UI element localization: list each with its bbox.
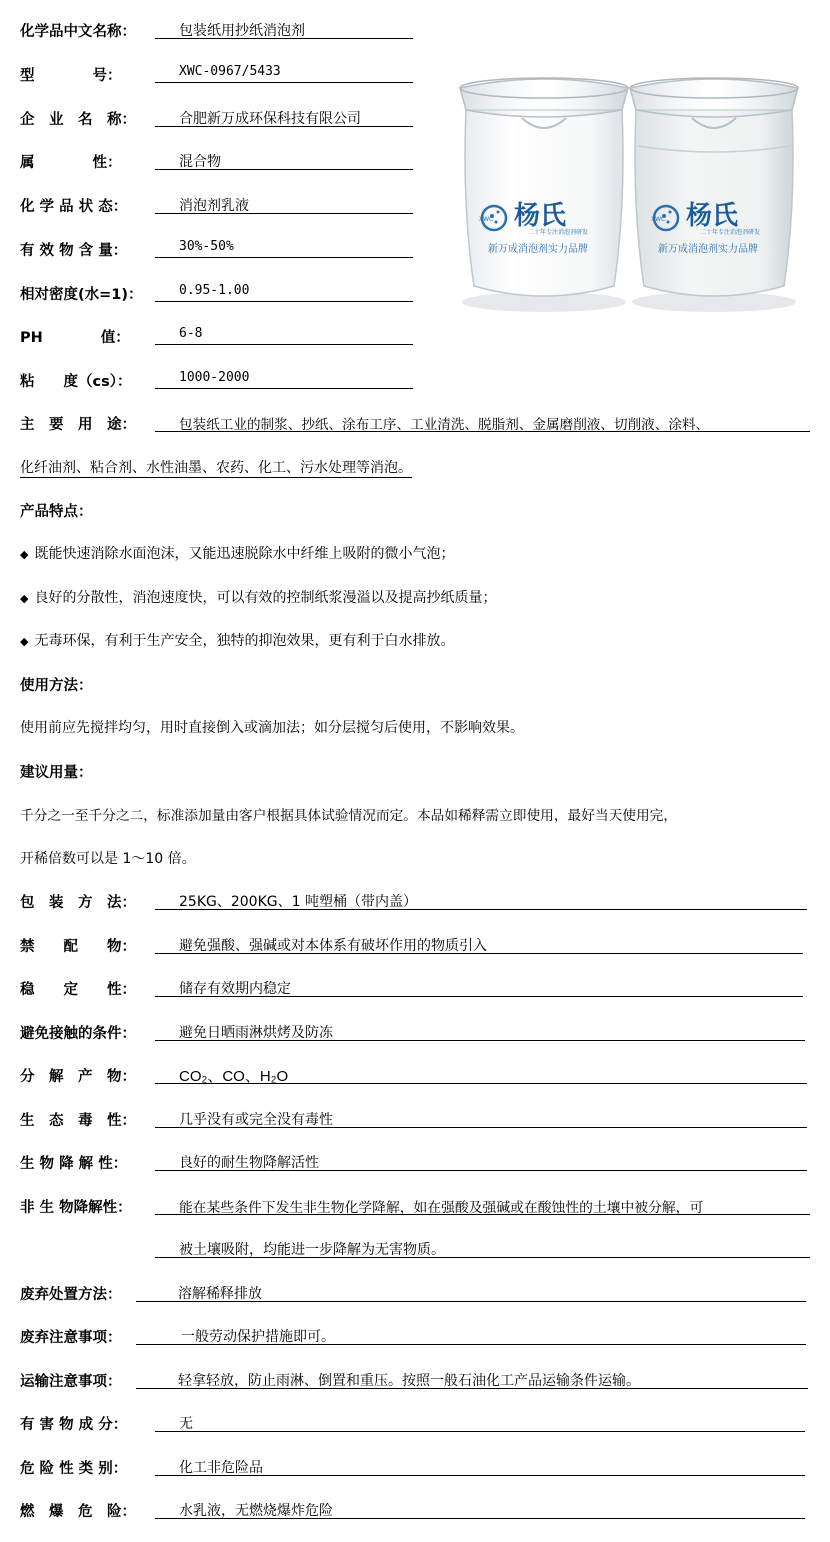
field-value: CO₂、CO、H₂O: [155, 1065, 807, 1084]
field-value: XWC-0967/5433: [155, 64, 413, 83]
field-label: 分 解 产 物：: [20, 1069, 136, 1085]
beaker-left: [460, 78, 628, 296]
field-value: 能在某些条件下发生非生物化学降解，如在强酸及强碱或在酸蚀性的土壤中被分解，可: [155, 1196, 810, 1215]
beaker-right-sub: 二十年专注消泡剂研发: [700, 229, 761, 236]
field-label: 稳 定 性：: [20, 982, 136, 998]
feature-item: [20, 543, 454, 563]
field-value: 避免强酸、强碱或对本体系有破坏作用的物质引入: [155, 935, 803, 954]
field-label: 禁 配 物：: [20, 939, 136, 955]
method-text: 使用前应先搅拌均匀，用时直接倒入或滴加法；如分层搅匀后使用，不影响效果。: [20, 720, 524, 736]
field-label: 生 态 毒 性：: [20, 1113, 136, 1129]
usage-line-2: 化纤油剂、粘合剂、水性油墨、农药、化工、污水处理等消泡。: [20, 457, 412, 478]
field-label: 主 要 用 途：: [20, 417, 136, 433]
beaker-left-brand: 杨氏: [514, 201, 567, 231]
field-value: 25KG、200KG、1 吨塑桶（带内盖）: [155, 891, 807, 910]
field-value: 6-8: [155, 326, 413, 345]
diamond-bullet-icon: ◆: [20, 592, 29, 605]
field-label: 属 性：: [20, 155, 122, 171]
field-label: 相对密度(水=1)：: [20, 287, 143, 303]
field-label: 包 装 方 法：: [20, 895, 136, 911]
product-photo: [452, 66, 804, 318]
field-label: 型 号：: [20, 68, 122, 84]
section-title-dosage: 建议用量：: [20, 765, 93, 781]
beaker-left-sub: 二十年专注消泡剂研发: [528, 229, 589, 236]
field-label: 粘 度（cs）：: [20, 374, 132, 390]
field-row-usage: [20, 413, 810, 439]
field-value: 化工非危险品: [155, 1457, 805, 1476]
beaker-right-brand: 杨氏: [686, 201, 739, 231]
feature-item: [20, 587, 496, 607]
dosage-line-2: 开稀倍数可以是 1～10 倍。: [20, 851, 196, 867]
nonbio-line-2: 被土壤吸附，均能进一步降解为无害物质。: [155, 1239, 810, 1258]
section-title-method: 使用方法：: [20, 678, 93, 694]
field-value: 混合物: [155, 151, 413, 170]
field-value: 包装纸工业的制浆、抄纸、涂布工序、工业清洗、脱脂剂、金属磨削液、切削液、涂料、: [155, 413, 810, 432]
dosage-line-1: 千分之一至千分之二，标准添加量由客户根据具体试验情况而定。本品如稀释需立即使用，最好当天使用完，: [20, 808, 678, 824]
feature-text: 良好的分散性，消泡速度快，可以有效的控制纸浆漫溢以及提高抄纸质量；: [34, 590, 497, 606]
section-title-features: 产品特点：: [20, 504, 93, 520]
beaker-left-slogan: 新万成消泡剂实力品牌: [488, 244, 588, 255]
field-label: 燃 爆 危 险：: [20, 1504, 136, 1520]
field-label: PH 值：: [20, 330, 130, 346]
field-value: 1000-2000: [155, 370, 413, 389]
field-label: 企 业 名 称：: [20, 112, 136, 128]
field-label: 运输注意事项：: [20, 1374, 122, 1390]
beaker-left-tag: XWC: [479, 216, 494, 223]
field-value: 包装纸用抄纸消泡剂: [155, 20, 413, 39]
field-label: 生 物 降 解 性：: [20, 1156, 128, 1172]
field-value: 水乳液，无燃烧爆炸危险: [155, 1500, 805, 1519]
diamond-bullet-icon: ◆: [20, 548, 29, 561]
beaker-right: [630, 78, 798, 296]
field-value: 储存有效期内稳定: [155, 978, 803, 997]
field-value: 一般劳动保护措施即可。: [136, 1326, 806, 1345]
feature-text: 既能快速消除水面泡沫，又能迅速脱除水中纤维上吸附的微小气泡；: [34, 546, 455, 562]
field-label: 有 害 物 成 分：: [20, 1417, 128, 1433]
field-value: 良好的耐生物降解活性: [155, 1152, 807, 1171]
field-value: 消泡剂乳液: [155, 195, 413, 214]
feature-text: 无毒环保，有利于生产安全，独特的抑泡效果，更有利于白水排放。: [34, 633, 455, 649]
field-value: 合肥新万成环保科技有限公司: [155, 108, 413, 127]
feature-item: [20, 630, 454, 650]
field-label: 废弃处置方法：: [20, 1287, 122, 1303]
field-value: 几乎没有或完全没有毒性: [155, 1109, 807, 1128]
field-value: 避免日晒雨淋烘烤及防冻: [155, 1022, 805, 1041]
field-label: 化 学 品 状 态：: [20, 199, 128, 215]
field-label: 危 险 性 类 别：: [20, 1461, 128, 1477]
beaker-right-slogan: 新万成消泡剂实力品牌: [658, 244, 758, 255]
field-value: 轻拿轻放，防止雨淋、倒置和重压。按照一般石油化工产品运输条件运输。: [136, 1370, 808, 1389]
field-label: 非 生 物降解性：: [20, 1200, 132, 1216]
field-value: 30%-50%: [155, 239, 413, 258]
field-label: 化学品中文名称：: [20, 24, 136, 40]
field-row-nonbio: [20, 1196, 810, 1222]
diamond-bullet-icon: ◆: [20, 635, 29, 648]
field-label: 有 效 物 含 量：: [20, 243, 128, 259]
field-value: 无: [155, 1413, 805, 1432]
field-value: 0.95-1.00: [155, 283, 413, 302]
field-label: 避免接触的条件：: [20, 1026, 136, 1042]
field-value: 溶解稀释排放: [136, 1283, 806, 1302]
field-label: 废弃注意事项：: [20, 1330, 122, 1346]
beaker-right-tag: XWC: [651, 216, 666, 223]
